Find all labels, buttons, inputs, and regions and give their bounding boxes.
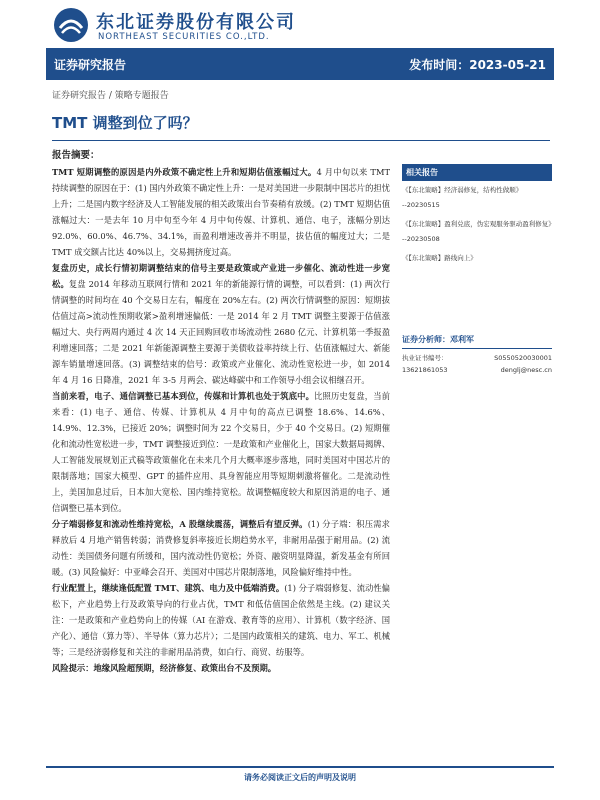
company-logo-icon	[52, 6, 90, 44]
banner-publish-date: 发布时间：2023-05-21	[409, 58, 546, 72]
contact-row	[402, 364, 552, 376]
related-report-date: --20230508	[402, 235, 440, 243]
related-reports	[402, 164, 555, 268]
company-name-cn: 东北证券股份有限公司	[96, 12, 296, 33]
analyst-email[interactable]: denglj@nesc.cn	[500, 366, 552, 374]
license-number: S0550520030001	[494, 354, 552, 362]
summary-paragraph	[52, 580, 390, 660]
footer-disclaimer: 请务必阅读正文后的声明及说明	[244, 772, 356, 782]
paragraph-text: (1) 分子端：积压需求释放后 4 月地产销售转弱；消费修复斜率接近长期趋势水平，非耐用品强于耐用品。(2) 流动性：美国债务问题有所缓和，国内流动性仍宽松；外资、融资明显降温，新发基金有所回暖。(3) 风险偏好：中亚峰会召开、美国对中国芯片限制落地，风险偏好维持中性。	[52, 519, 390, 577]
paragraph-lead: 当前来看，电子、通信调整已基本到位，传媒和计算机也处于筑底中。	[52, 391, 315, 401]
breadcrumb: 证券研究报告 / 策略专题报告	[52, 91, 169, 101]
summary-paragraph	[52, 164, 390, 260]
paragraph-text: 4 月中旬以来 TMT 持续调整的原因在于：(1) 国内外政策不确定性上升：一是对美国进一步限制中国芯片的担忧上升；二是国内数字经济及人工智能发展的相关政策出台节奏稍有放缓。(2) TMT 短期估值涨幅过大：一是去年 10 月中旬至今年 4 月中旬传媒、计算机、通信、电子，涨幅分别达 92.0%、60.0%、46.7%、34.1%，而盈利增速改善并不明显，拔估值的幅度过大；二是 TMT 成交额占比达 40%以上，交易拥挤度过高。	[52, 167, 390, 257]
company-logo	[52, 6, 402, 46]
analyst-phone: 13621861053	[402, 366, 448, 374]
related-report-link[interactable]: 《【东北策略】盈利兑底，伪宏观服务驱动盈利修复》	[402, 220, 555, 228]
paragraph-text: 地缘风险超预期，经济修复、政策出台不及预期。	[93, 663, 277, 673]
related-reports-heading: 相关报告	[402, 164, 552, 181]
related-report-link[interactable]: 《【东北策略】路线向上》	[402, 254, 477, 262]
footer-divider	[46, 766, 554, 768]
summary-paragraph	[52, 388, 390, 516]
title-divider	[52, 140, 550, 141]
summary-paragraph	[52, 516, 390, 580]
license-row	[402, 352, 552, 364]
paragraph-lead: 复盘历史，成长行情初期调整结束的信号主要是政策或产业进一步催化、流动性进一步宽松。	[52, 263, 390, 289]
analyst-heading: 证券分析师：邓利军	[402, 334, 552, 349]
paragraph-text: 比照历史复盘，当前来看：(1) 电子、通信、传媒、计算机从 4 月中旬的高点已调整 18.6%、14.6%、14.9%、12.3%，已接近 20%；调整时间为 22 个交易日，少于 40 个交易日。(2) 短期催化和流动性宽松进一步，TMT 调整接近到位：一是政策和产业催化上，国家大数据局揭牌、人工智能发展规划正式稿等政策催化在未来几个月大概率逐步落地，同时美国对中国芯片的限制落地；国家大模型、GPT 的插件应用、具身智能应用等短期刺激将催化。二是流动性上，美国加息过后，日本加大宽松、国内维持宽松。故调整幅度较大和原因消退的电子、通信调整已基本到位。	[52, 391, 390, 513]
report-banner	[46, 48, 554, 80]
company-name-en: NORTHEAST SECURITIES CO.,LTD.	[98, 32, 270, 42]
paragraph-lead: 分子端弱修复和流动性维持宽松，A 股继续震荡，调整后有望反弹。	[52, 519, 308, 529]
summary-heading: 报告摘要：	[52, 150, 100, 161]
paragraph-lead: TMT 短期调整的原因是内外政策不确定性上升和短期估值涨幅过大。	[52, 167, 317, 177]
report-summary	[52, 148, 390, 676]
analyst-info	[402, 334, 552, 376]
risk-warning	[52, 660, 390, 676]
related-report-date: --20230515	[402, 201, 440, 209]
paragraph-lead: 风险提示：	[52, 663, 94, 673]
paragraph-lead: 行业配置上，继续逢低配置 TMT、建筑、电力及中低端消费。	[52, 583, 285, 593]
related-report-link[interactable]: 《【东北策略】经济弱修复，结构性做顺》	[402, 186, 523, 194]
license-label: 执业证书编号：	[402, 354, 448, 362]
paragraph-text: 复盘 2014 年移动互联网行情和 2021 年的新能源行情的调整，可以看到：(1) 两次行情调整的时间均在 40 个交易日左右，幅度在 20%左右。(2) 两次行情调整的原因：短期拔估值过高>流动性预期收紧>盈利增速偏低：一是 2014 年 2 月 TMT 调整主要源于估值涨幅过大、央行两周内通过 4 次 14 天正回购回收市场流动性 2680 亿元、计算机第一季报盈利增速回落；二是 2021 年新能源调整主要源于美债收益率持续上行、估值涨幅过大、新能源车销量增速回落。(3) 调整结束的信号：政策或产业催化、流动性宽松进一步，如 2014 年 4 月 16 日降准，2021 年 3-5 月两会、碳达峰碳中和工作领导小组会议相继召开。	[52, 279, 390, 385]
report-title: TMT 调整到位了吗？	[52, 114, 198, 132]
banner-report-type: 证券研究报告	[54, 58, 127, 72]
paragraph-text: (1) 分子端弱修复、流动性偏松下，产业趋势上行及政策导向的行业占优，TMT 和低估值国企依然是主线。(2) 建议关注：一是政策和产业趋势向上的传媒（AI 在游戏、教育等的应用）、计算机（数字经济、国产化）、通信（算力等）、半导体（算力芯片）；二是国内政策相关的建筑、电力、军工、机械等；三是经济弱修复和关注的非耐用品消费，如白行、商贸、纺服等。	[52, 583, 390, 657]
summary-paragraph	[52, 260, 390, 388]
